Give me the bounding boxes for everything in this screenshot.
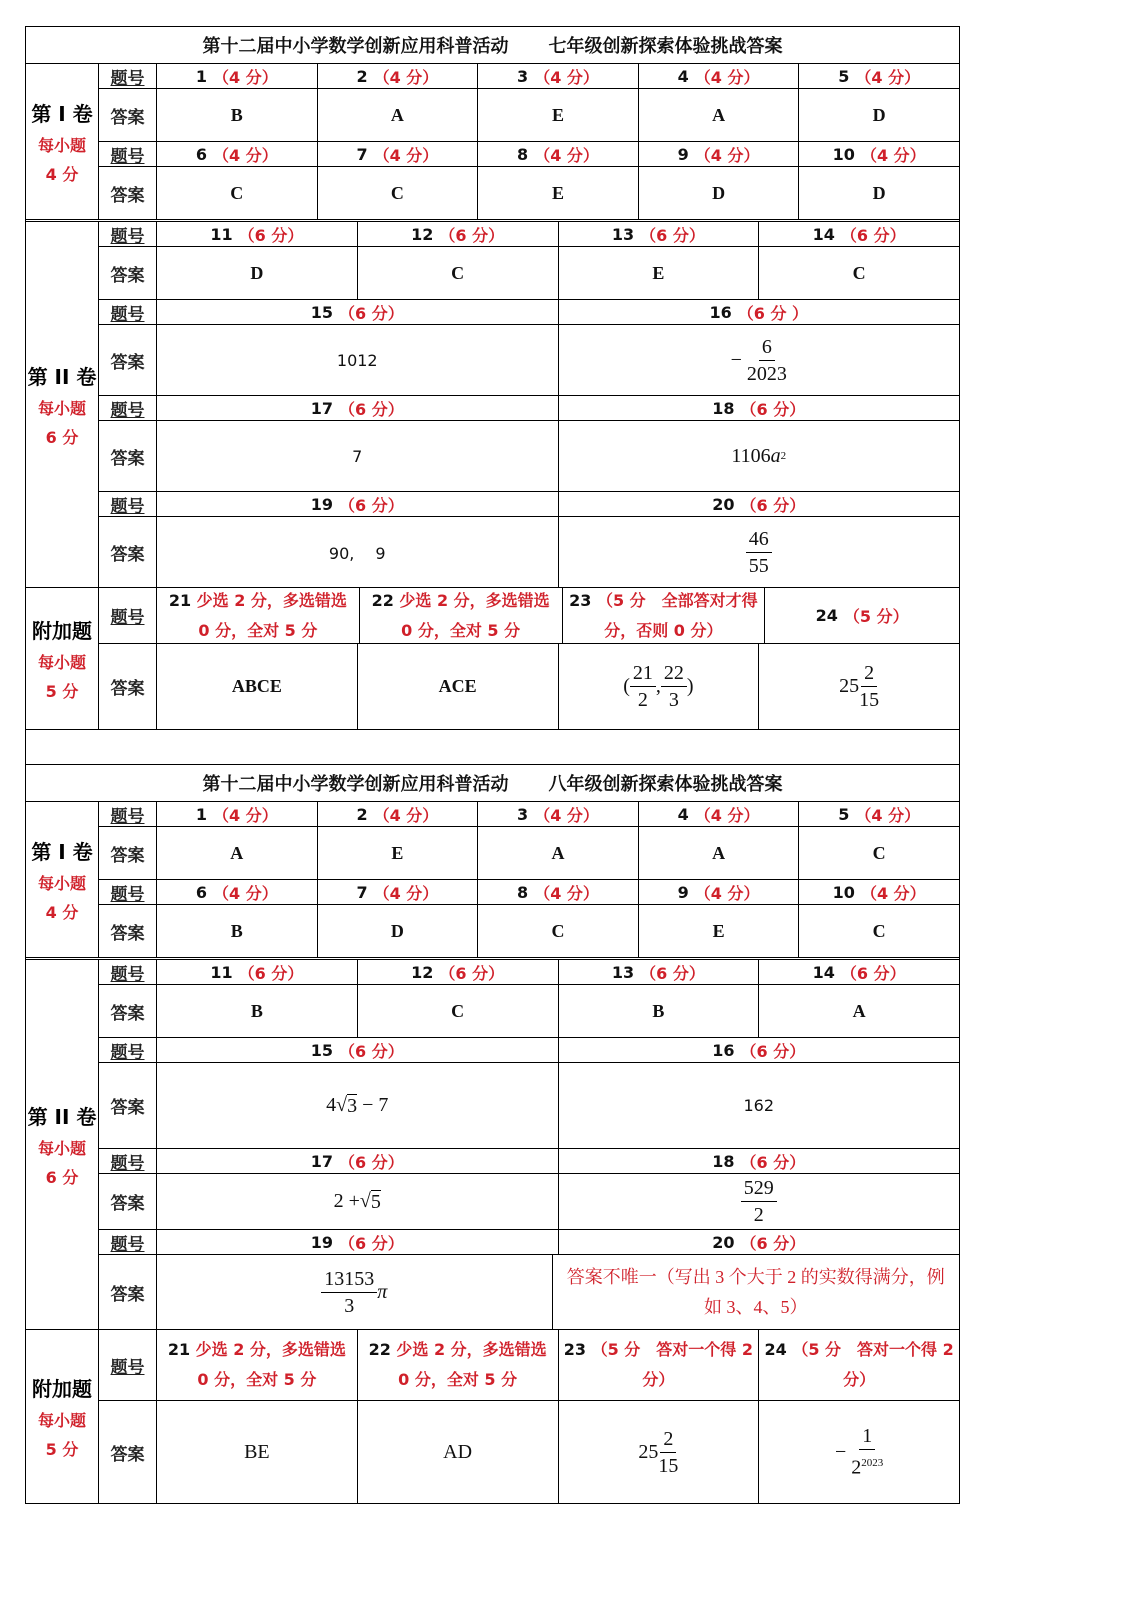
grade7-part1-label (26, 64, 99, 219)
question-cell: 2 （4 分） (318, 802, 479, 826)
divider (26, 730, 959, 765)
question-row (99, 1330, 959, 1401)
question-cell: 1 （4 分） (157, 802, 318, 826)
question-cell: 11 （6 分） (157, 960, 358, 984)
answer-cell: 4 √ 3 − 7 (157, 1063, 559, 1148)
question-cell: 3 （4 分） (478, 64, 639, 88)
row-label-answer: 答案 (99, 905, 157, 957)
row-label-question: 题号 (99, 492, 157, 516)
section-sub: 每小题 (37, 874, 86, 893)
question-cell: 23 （5 分 全部答对才得分，否则 0 分） (563, 588, 766, 643)
question-row (99, 142, 959, 167)
question-cell: 14 （6 分） (812, 962, 906, 983)
row-label-question: 题号 (99, 222, 157, 246)
section-sub: 每小题 (37, 136, 86, 155)
answer-row (99, 89, 959, 142)
question-cell: 16 （6 分） (712, 1040, 806, 1061)
answer-cell: D (872, 104, 886, 125)
section-points: 5 分 (45, 682, 79, 701)
answer-cell: 162 (743, 1096, 775, 1115)
row-label-answer: 答案 (99, 89, 157, 141)
section-title: 第 II 卷 (27, 1105, 97, 1129)
grade8-title-left: 第十二届中小学数学创新应用科普活动 (202, 774, 509, 795)
question-cell: 8 （4 分） (478, 880, 639, 904)
question-cell: 5 （4 分） (838, 66, 921, 87)
row-label-question: 题号 (99, 64, 157, 88)
answer-row (99, 985, 959, 1038)
answer-cell: C (318, 167, 479, 219)
section-title: 附加题 (32, 619, 92, 643)
answer-cell: 2 + √ 5 (157, 1174, 559, 1229)
answer-cell: 1106 a 2 (731, 444, 787, 467)
answer-cell: C (358, 985, 559, 1037)
answer-row (99, 517, 959, 587)
answer-cell: D (872, 182, 886, 203)
row-label-answer: 答案 (99, 247, 157, 299)
row-label-answer: 答案 (99, 985, 157, 1037)
answer-cell: E (559, 247, 760, 299)
question-cell: 24 （5 分 答对一个得 2 分） (764, 1340, 954, 1389)
question-cell: 10 （4 分） (832, 882, 926, 903)
row-label-answer: 答案 (99, 1401, 157, 1503)
answer-cell: B (157, 985, 358, 1037)
section-points: 4 分 (45, 165, 79, 184)
question-cell: 21 少选 2 分，多选错选 0 分，全对 5 分 (157, 588, 360, 643)
answer-cell: 1012 (157, 325, 559, 395)
grade7-table (25, 26, 960, 765)
answer-cell: $\frac{46}{55}$ (559, 517, 960, 587)
answer-cell: 7 (157, 421, 559, 491)
question-cell: 20 （6 分） (712, 494, 806, 515)
question-row (99, 1038, 959, 1063)
row-label-question: 题号 (99, 802, 157, 826)
question-cell: 7 （4 分） (318, 880, 479, 904)
answer-cell: 25 $\frac{2}{15}$ (559, 1401, 760, 1503)
question-cell: 17 （6 分） (157, 396, 559, 420)
question-cell: 24 （5 分） (815, 606, 909, 626)
grade8-part1 (26, 802, 959, 960)
answer-cell: ( $\frac{21}{2}$ , $\frac{22}{3}$ ) (559, 644, 760, 729)
question-cell: 15 （6 分） (157, 1038, 559, 1062)
answer-row (99, 1255, 959, 1329)
section-points: 5 分 (45, 1440, 79, 1459)
question-cell: 9 （4 分） (639, 880, 800, 904)
answer-cell: ACE (358, 644, 559, 729)
question-cell: 19 （6 分） (157, 492, 559, 516)
section-title: 附加题 (32, 1377, 92, 1401)
answer-row (99, 1063, 959, 1149)
question-cell: 9 （4 分） (639, 142, 800, 166)
answer-cell: A (478, 827, 639, 879)
grade8-title (26, 765, 959, 802)
question-cell: 15 （6 分） (157, 300, 559, 324)
answer-cell: E (318, 827, 479, 879)
grade8-extra-label (26, 1330, 99, 1503)
grade7-title (26, 27, 959, 64)
row-label-question: 题号 (99, 1330, 157, 1400)
question-cell: 13 （6 分） (559, 960, 760, 984)
answer-cell: C (872, 842, 886, 863)
section-sub: 每小题 (37, 399, 86, 418)
grade8-part2-label (26, 960, 99, 1329)
answer-cell: C (852, 262, 866, 283)
answer-cell: AD (358, 1401, 559, 1503)
answer-row (99, 644, 959, 729)
row-label-question: 题号 (99, 588, 157, 643)
answer-row (99, 325, 959, 396)
grade8-part1-label (26, 802, 99, 957)
question-cell: 10 （4 分） (832, 144, 926, 165)
question-cell: 14 （6 分） (812, 224, 906, 245)
answer-cell: C (478, 905, 639, 957)
row-label-question: 题号 (99, 1149, 157, 1173)
answer-cell: $\frac{529}{2}$ (559, 1174, 960, 1229)
row-label-question: 题号 (99, 1038, 157, 1062)
section-sub: 每小题 (37, 1139, 86, 1158)
answer-cell: − $\frac{6}{2023}$ (730, 335, 787, 385)
answer-cell: A (318, 89, 479, 141)
grade8-table (25, 765, 960, 1504)
row-label-answer: 答案 (99, 1255, 157, 1329)
question-row (99, 1149, 959, 1174)
answer-cell: 90, 9 (157, 517, 559, 587)
answer-cell: D (639, 167, 800, 219)
answer-cell: C (157, 167, 318, 219)
answer-cell: C (872, 920, 886, 941)
answer-cell: D (318, 905, 479, 957)
answer-cell: A (852, 1000, 866, 1021)
question-cell: 17 （6 分） (157, 1149, 559, 1173)
question-cell: 21 少选 2 分，多选错选 0 分，全对 5 分 (157, 1330, 358, 1400)
question-cell: 8 （4 分） (478, 142, 639, 166)
question-cell: 18 （6 分） (712, 398, 806, 419)
row-label-answer: 答案 (99, 517, 157, 587)
answer-cell: B (157, 89, 318, 141)
section-title: 第 I 卷 (31, 102, 93, 126)
answer-cell: E (478, 89, 639, 141)
question-row (99, 960, 959, 985)
row-label-question: 题号 (99, 880, 157, 904)
question-cell: 5 （4 分） (838, 804, 921, 825)
question-cell: 1 （4 分） (157, 64, 318, 88)
grade8-part2 (26, 960, 959, 1330)
answer-cell: D (157, 247, 358, 299)
question-row (99, 396, 959, 421)
question-cell: 20 （6 分） (712, 1232, 806, 1253)
answer-row (99, 827, 959, 880)
question-cell: 22 少选 2 分，多选错选 0 分，全对 5 分 (360, 588, 563, 643)
row-label-answer: 答案 (99, 644, 157, 729)
question-cell: 11 （6 分） (157, 222, 358, 246)
answer-cell: $\frac{13153}{3}$ π (157, 1255, 553, 1329)
question-row (99, 1230, 959, 1255)
section-sub: 每小题 (37, 653, 86, 672)
row-label-question: 题号 (99, 300, 157, 324)
grade7-title-right: 七年级创新探索体验挑战答案 (548, 36, 783, 57)
answer-cell: E (478, 167, 639, 219)
question-cell: 4 （4 分） (639, 64, 800, 88)
question-row (99, 880, 959, 905)
row-label-question: 题号 (99, 960, 157, 984)
answer-cell: A (639, 89, 800, 141)
answer-cell: E (639, 905, 800, 957)
question-row (99, 492, 959, 517)
question-cell: 12 （6 分） (358, 960, 559, 984)
answer-cell: B (559, 985, 760, 1037)
question-cell: 2 （4 分） (318, 64, 479, 88)
row-label-question: 题号 (99, 142, 157, 166)
row-label-answer: 答案 (99, 325, 157, 395)
question-row (99, 802, 959, 827)
row-label-answer: 答案 (99, 827, 157, 879)
question-cell: 6 （4 分） (157, 142, 318, 166)
question-cell: 4 （4 分） (639, 802, 800, 826)
question-cell: 6 （4 分） (157, 880, 318, 904)
section-title: 第 II 卷 (27, 365, 97, 389)
question-cell: 16 （6 分 ） (709, 302, 809, 323)
question-cell: 23 （5 分 答对一个得 2 分） (559, 1330, 760, 1400)
question-row (99, 222, 959, 247)
grade7-extra-label (26, 588, 99, 729)
answer-row (99, 905, 959, 957)
row-label-answer: 答案 (99, 1174, 157, 1229)
answer-cell: A (157, 827, 318, 879)
question-cell: 18 （6 分） (712, 1151, 806, 1172)
answer-sheet (25, 26, 960, 1504)
question-cell: 7 （4 分） (318, 142, 479, 166)
question-cell: 12 （6 分） (358, 222, 559, 246)
grade7-extra (26, 588, 959, 730)
section-points: 4 分 (45, 903, 79, 922)
question-cell: 3 （4 分） (478, 802, 639, 826)
answer-cell: A (639, 827, 800, 879)
row-label-question: 题号 (99, 1230, 157, 1254)
answer-cell: 答案不唯一（写出 3 个大于 2 的实数得满分，例如 3、4、5） (566, 1267, 945, 1317)
grade7-part2-label (26, 222, 99, 587)
question-cell: 22 少选 2 分，多选错选 0 分，全对 5 分 (358, 1330, 559, 1400)
section-points: 6 分 (45, 1168, 79, 1187)
answer-row (99, 1174, 959, 1230)
answer-cell: 25 $\frac{2}{15}$ (839, 662, 880, 711)
answer-row (99, 167, 959, 219)
grade8-title-right: 八年级创新探索体验挑战答案 (548, 774, 783, 795)
row-label-question: 题号 (99, 396, 157, 420)
answer-cell: BE (157, 1401, 358, 1503)
answer-row (99, 247, 959, 300)
row-label-answer: 答案 (99, 421, 157, 491)
answer-cell: − $\frac{1}{2^{2023}}$ (834, 1425, 884, 1479)
grade7-title-left: 第十二届中小学数学创新应用科普活动 (202, 36, 509, 57)
answer-cell: ABCE (157, 644, 358, 729)
question-cell: 19 （6 分） (157, 1230, 559, 1254)
question-row (99, 588, 959, 644)
grade7-part1 (26, 64, 959, 222)
question-row (99, 64, 959, 89)
question-cell: 13 （6 分） (559, 222, 760, 246)
answer-cell: C (358, 247, 559, 299)
section-sub: 每小题 (37, 1411, 86, 1430)
grade8-extra (26, 1330, 959, 1503)
row-label-answer: 答案 (99, 167, 157, 219)
answer-row (99, 1401, 959, 1503)
section-title: 第 I 卷 (31, 840, 93, 864)
section-points: 6 分 (45, 428, 79, 447)
grade7-part2 (26, 222, 959, 588)
answer-row (99, 421, 959, 492)
row-label-answer: 答案 (99, 1063, 157, 1148)
answer-cell: B (157, 905, 318, 957)
question-row (99, 300, 959, 325)
